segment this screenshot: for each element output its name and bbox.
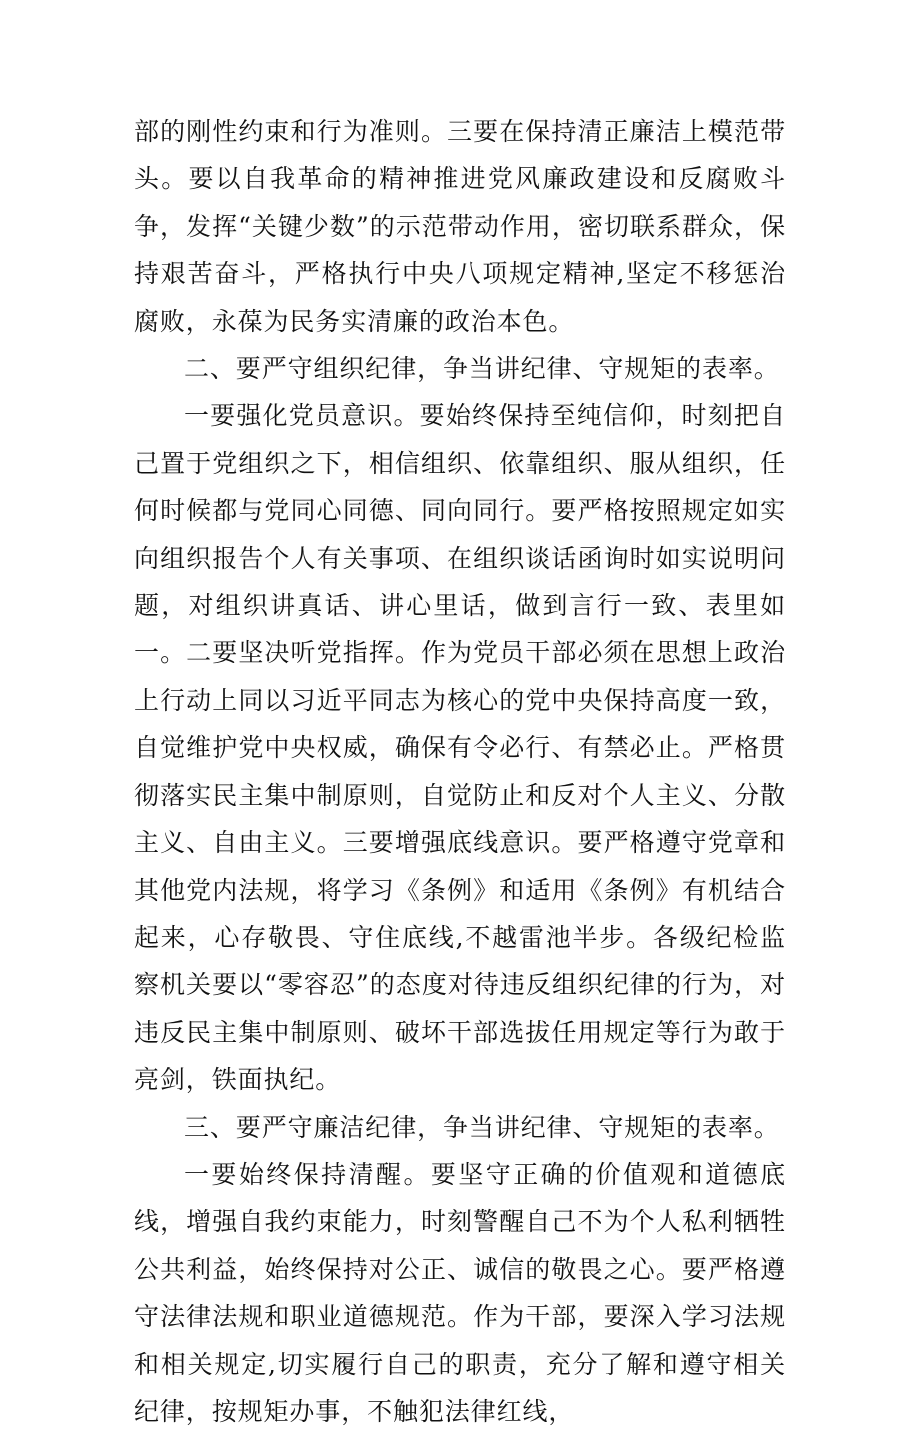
section-heading-organization-discipline: 二、要严守组织纪律，争当讲纪律、守规矩的表率。 xyxy=(184,354,780,384)
paragraph-organization-discipline: 一要强化党员意识。要始终保持至纯信仰，时刻把自己置于党组织之下，相信组织、依靠组织、服从组织，任何时候都与党同心同德、同向同行。要严格按照规定如实向组织报告个人有关事项、在组织谈话函询时如实说明问题，对组织讲真话、讲心里话，做到言行一致、表里如一。二要坚决听党指挥。作为党员干部必须在思想上政治上行动上同以习近平同志为核心的党中央保持高度一致，自觉维护党中央权威，确保有令必行、有禁必止。严格贯彻落实民主集中制原则，自觉防止和反对个人主义、分散主义、自由主义。三要增强底线意识。要严格遵守党章和其他党内法规，将学习《条例》和适用《条例》有机结合起来，心存敬畏、守住底线,不越雷池半步。各级纪检监察机关要以“零容忍”的态度对待违反组织纪律的行为，对违反民主集中制原则、破坏干部选拔任用规定等行为敢于亮剑，铁面执纪。 xyxy=(134,401,786,1095)
paragraph-integrity-discipline: 一要始终保持清醒。要坚守正确的价值观和道德底线，增强自我约束能力，时刻警醒自己不为个人私利牺牲公共利益，始终保持对公正、诚信的敬畏之心。要严格遵守法律法规和职业道德规范。作为干部，要深入学习法规和相关规定,切实履行自己的职责，充分了解和遵守相关纪律，按规矩办事，不触犯法律红线， xyxy=(134,1159,786,1426)
document-body xyxy=(134,108,786,1435)
paragraph-continuation: 部的刚性约束和行为准则。三要在保持清正廉洁上模范带头。要以自我革命的精神推进党风廉政建设和反腐败斗争，发挥“关键少数”的示范带动作用，密切联系群众，保持艰苦奋斗，严格执行中央八项规定精神,坚定不移惩治腐败，永葆为民务实清廉的政治本色。 xyxy=(134,117,786,336)
section-heading-integrity-discipline: 三、要严守廉洁纪律，争当讲纪律、守规矩的表率。 xyxy=(184,1112,780,1142)
